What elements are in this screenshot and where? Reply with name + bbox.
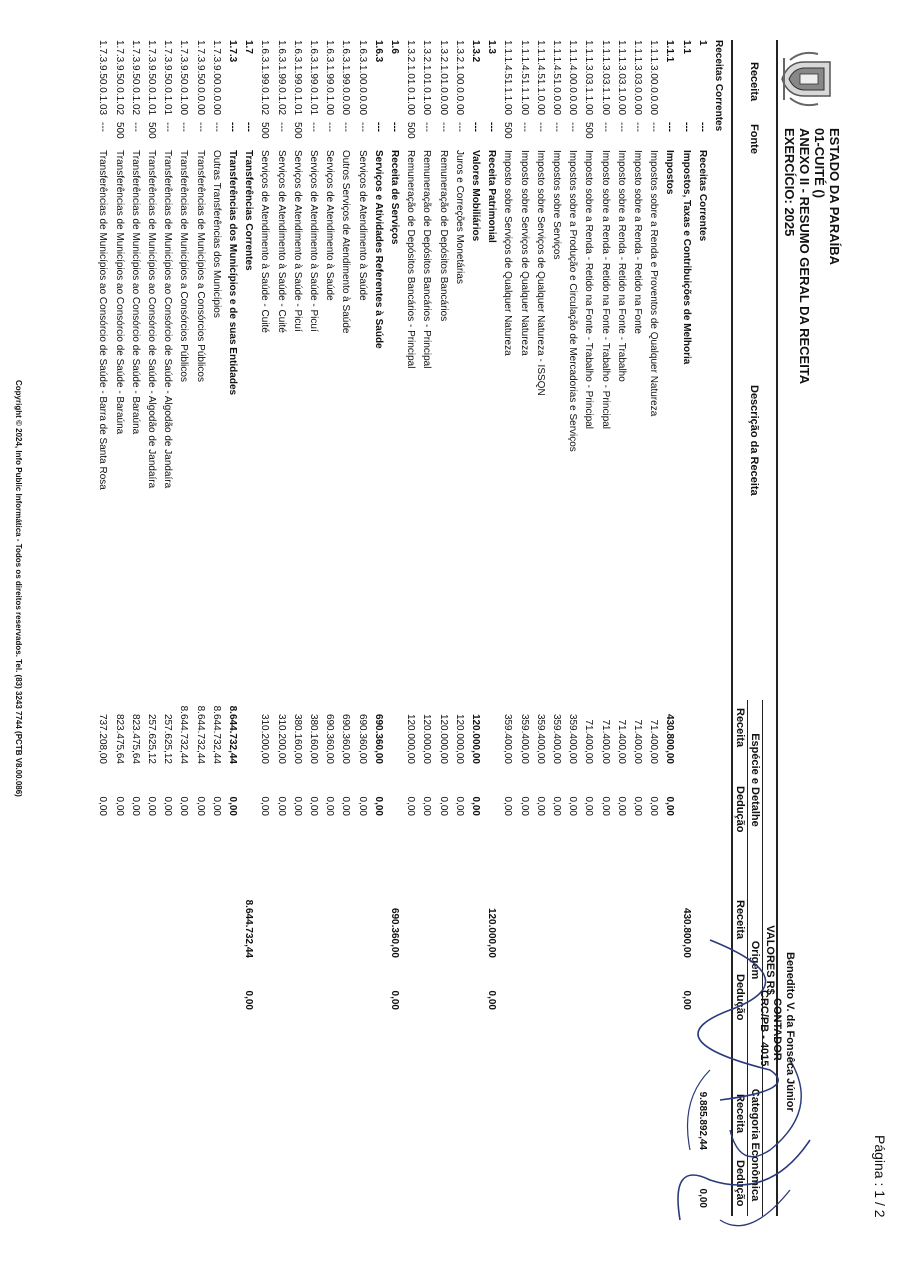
row-description: Transferências de Municípios ao Consórcio de Saúde - Baraúna: [129, 150, 141, 435]
row-especie-deducao: 0,00: [178, 796, 190, 816]
row-fonte: ---: [680, 122, 692, 132]
row-code: 1.1.1.3.03.1.0.00: [615, 40, 627, 116]
row-fonte: ---: [486, 122, 498, 132]
col-header-valores: VALORES R$: [764, 925, 776, 995]
stamp-crc: CRC/PB - 4015: [758, 990, 770, 1067]
row-description: Transferências de Municípios ao Consórcio de Saúde - Algodão de Jandaíra: [162, 150, 174, 489]
row-fonte: 500: [146, 122, 157, 139]
row-especie-receita: 8.644.732,44: [178, 705, 190, 764]
row-especie-receita: 380.160,00: [291, 713, 303, 764]
row-code: 1.7: [243, 40, 255, 54]
col-header-categoria-receita: Receita: [734, 1094, 746, 1134]
row-fonte: 500: [113, 122, 125, 139]
row-especie-deducao: 0,00: [518, 796, 530, 816]
row-code: 1.7.3.9.50.0.1.01: [146, 40, 157, 116]
row-fonte: ---: [615, 122, 627, 132]
row-code: 1.3.2.1.01.0.0.00: [437, 40, 449, 116]
row-fonte: ---: [551, 122, 562, 132]
row-description: Remuneração de Depósitos Bancários - Principal: [405, 150, 417, 369]
table-row: [532, 0, 546, 1240]
row-description: Outros Serviços de Atendimento à Saúde: [340, 150, 352, 334]
row-especie-receita: 310.200,00: [259, 713, 271, 764]
row-especie-deducao: 0,00: [308, 796, 319, 816]
row-code: 1.6.3: [372, 40, 384, 63]
row-code: 1.7.3: [227, 40, 238, 63]
row-fonte: ---: [275, 122, 287, 132]
col-header-especie-receita: Receita: [734, 708, 746, 748]
table-row: [127, 0, 141, 1240]
row-especie-receita: 8.644.732,44: [194, 705, 206, 764]
row-code: 1.6: [389, 40, 400, 54]
row-especie-deducao: 0,00: [340, 796, 352, 816]
row-code: 1.6.3.1.99.0.1.01: [291, 40, 303, 116]
row-description: Transferências de Municípios ao Consórcio de Saúde - Barra de Santa Rosa: [97, 150, 109, 490]
row-especie-receita: 690.360,00: [356, 713, 368, 764]
row-description: Impostos sobre a Produção e Circulação de Mercadorias e Serviços: [567, 150, 579, 452]
row-especie-receita: 71.400,00: [615, 719, 627, 764]
row-code: 1.6.3.1.99.0.1.02: [275, 40, 287, 116]
row-especie-receita: 359.400,00: [551, 713, 562, 764]
row-especie-deducao: 0,00: [437, 796, 449, 816]
row-especie-receita: 359.400,00: [567, 713, 579, 764]
row-code: 1.7.3.9.50.0.0.00: [194, 40, 206, 116]
table-row: [597, 0, 611, 1240]
row-fonte: 500: [583, 122, 595, 139]
row-especie-receita: 120.000,00: [405, 713, 417, 764]
table-row: [467, 0, 481, 1240]
row-code: 1.1.1.3.03.0.0.00: [632, 40, 643, 116]
row-code: 1.3.2.1.00.0.0.00: [453, 40, 465, 116]
table-row: [402, 0, 416, 1240]
col-header-especie: Espécie e Detalhe: [749, 733, 761, 827]
row-especie-deducao: 0,00: [275, 796, 287, 816]
table-row: [370, 0, 384, 1240]
row-description: Serviços de Atendimento à Saúde - Picuí: [308, 150, 319, 332]
row-especie-deducao: 0,00: [194, 796, 206, 816]
row-origem-receita: 690.360,00: [389, 907, 400, 958]
table-row: [629, 0, 643, 1240]
table-row: [273, 0, 287, 1240]
row-code: 1.6.3.1.99.0.1.02: [259, 40, 271, 116]
table-row: [548, 0, 562, 1240]
row-code: 1.1.1.3.03.1.1.00: [583, 40, 595, 116]
row-especie-receita: 120.000,00: [437, 713, 449, 764]
row-description: Remuneração de Depósitos Bancários: [437, 150, 449, 322]
row-categoria-receita: 9.885.892,44: [696, 1091, 708, 1150]
row-description: Impostos: [664, 150, 676, 195]
row-fonte: 500: [405, 122, 417, 139]
row-description: Impostos sobre Serviços: [551, 150, 562, 260]
row-code: 1.1.1.3.03.1.1.00: [599, 40, 611, 116]
row-fonte: ---: [567, 122, 579, 132]
row-fonte: ---: [648, 122, 660, 132]
row-especie-receita: 310.200,00: [275, 713, 287, 764]
row-fonte: ---: [356, 122, 368, 132]
row-code: 1.1.1.4.51.1.1.00: [518, 40, 530, 116]
row-especie-receita: 359.400,00: [518, 713, 530, 764]
row-code: 1.6.3.1.99.0.1.00: [324, 40, 336, 116]
row-especie-deducao: 0,00: [291, 796, 303, 816]
table-row: [613, 0, 627, 1240]
row-fonte: ---: [210, 122, 222, 132]
col-header-categoria-deducao: Dedução: [734, 1160, 746, 1207]
table-row: [564, 0, 578, 1240]
table-row: [435, 0, 449, 1240]
table-row: [645, 0, 659, 1240]
row-especie-deducao: 0,00: [534, 796, 546, 816]
row-code: 1.3: [486, 40, 498, 54]
row-especie-deducao: 0,00: [146, 796, 157, 816]
table-row: [418, 0, 432, 1240]
row-especie-deducao: 0,00: [648, 796, 660, 816]
table-row: [208, 0, 222, 1240]
report-title: ANEXO II - RESUMO GERAL DA RECEITA: [797, 128, 812, 385]
col-header-origem-receita: Receita: [734, 900, 746, 940]
row-especie-receita: 823.475,64: [129, 713, 141, 764]
row-description: Imposto sobre a Renda - Retido na Fonte: [632, 150, 643, 334]
row-especie-deducao: 0,00: [453, 796, 465, 816]
state-title: ESTADO DA PARAÍBA: [827, 128, 842, 265]
coat-of-arms-icon: [778, 48, 838, 110]
table-row: [94, 0, 108, 1240]
row-description: Imposto sobre a Renda - Retido na Fonte - Trabalho - Principal: [599, 150, 611, 430]
row-fonte: ---: [664, 122, 676, 132]
table-row: [451, 0, 465, 1240]
row-especie-receita: 359.400,00: [502, 713, 514, 764]
row-description: Transferências de Municípios a Consórcios Públicos: [178, 150, 190, 382]
row-description: Imposto sobre Serviços de Qualquer Natureza: [518, 150, 530, 356]
row-especie-deducao: 0,00: [664, 796, 676, 816]
row-especie-deducao: 0,00: [227, 796, 238, 816]
row-description: Imposto sobre Serviços de Qualquer Natureza - ISSQN: [534, 150, 546, 396]
row-code: 1.1.1.3.00.0.0.00: [648, 40, 660, 116]
row-description: Serviços de Atendimento à Saúde - Cuité: [259, 150, 271, 333]
row-especie-deducao: 0,00: [113, 796, 125, 816]
table-row: [159, 0, 173, 1240]
row-fonte: ---: [470, 122, 481, 132]
row-description: Transferências Correntes: [243, 150, 255, 271]
row-code: 1.7.3.9.50.0.1.00: [178, 40, 190, 116]
row-fonte: 500: [291, 122, 303, 139]
row-code: 1.1: [680, 40, 692, 54]
row-especie-deducao: 0,00: [372, 796, 384, 816]
row-fonte: ---: [421, 122, 433, 132]
table-row: [111, 0, 125, 1240]
signature-scribble: [660, 920, 830, 1260]
row-code: 1.1.1.4.51.1.0.00: [534, 40, 546, 116]
row-especie-deducao: 0,00: [324, 796, 336, 816]
table-row: [305, 0, 319, 1240]
row-origem-deducao: 0,00: [680, 990, 692, 1010]
col-header-descricao: Descrição da Receita: [748, 385, 760, 496]
row-description: Transferências de Municípios a Consórcios Públicos: [194, 150, 206, 382]
row-fonte: 500: [259, 122, 271, 139]
row-especie-receita: 71.400,00: [583, 719, 595, 764]
row-description: Serviços de Atendimento à Saúde: [356, 150, 368, 301]
table-row: [337, 0, 351, 1240]
row-code: 1.6.3.1.99.0.1.01: [308, 40, 319, 116]
row-fonte: ---: [340, 122, 352, 132]
row-code: 1.7.3.9.50.0.1.01: [162, 40, 174, 116]
row-especie-receita: 8.644.732,44: [227, 705, 238, 764]
row-especie-receita: 690.360,00: [340, 713, 352, 764]
row-fonte: ---: [324, 122, 336, 132]
row-code: 1: [696, 40, 708, 46]
row-description: Imposto sobre a Renda - Retido na Fonte - Trabalho: [615, 150, 627, 382]
table-row: [143, 0, 157, 1240]
row-especie-deducao: 0,00: [502, 796, 514, 816]
row-description: Remuneração de Depósitos Bancários - Principal: [421, 150, 433, 369]
row-fonte: ---: [178, 122, 190, 132]
row-especie-receita: 71.400,00: [632, 719, 643, 764]
row-especie-receita: 430.800,00: [664, 713, 676, 764]
table-row: [386, 0, 400, 1240]
row-origem-deducao: 0,00: [389, 990, 400, 1010]
row-description: Serviços de Atendimento à Saúde - Picuí: [291, 150, 303, 332]
row-fonte: ---: [243, 122, 255, 132]
row-origem-deducao: 0,00: [243, 990, 255, 1010]
row-fonte: ---: [437, 122, 449, 132]
row-origem-receita: 120.000,00: [486, 907, 498, 958]
row-description: Receita de Serviços: [389, 150, 400, 245]
table-row: [580, 0, 594, 1240]
row-especie-deducao: 0,00: [210, 796, 222, 816]
table-row: [224, 0, 238, 1240]
row-fonte: ---: [696, 122, 708, 132]
row-code: 1.7.3.9.50.0.1.03: [97, 40, 109, 116]
col-header-receita: Receita: [748, 62, 760, 102]
footer-copyright: Copyright © 2024, Info Public Informática - Todos os direitos reservados. Tel. (83) 3243 7744 (PCTB V8.00.086): [14, 380, 23, 797]
row-especie-receita: 71.400,00: [648, 719, 660, 764]
row-fonte: ---: [518, 122, 530, 132]
row-fonte: ---: [227, 122, 238, 132]
row-description: Juros e Correções Monetárias: [453, 150, 465, 284]
row-code: 1.7.3.9.00.0.0.00: [210, 40, 222, 116]
row-description: Impostos sobre a Renda e Proventos de Qualquer Natureza: [648, 150, 660, 417]
row-description: Serviços e Atividades Referentes à Saúde: [372, 150, 384, 349]
table-row: [175, 0, 189, 1240]
table-row: [240, 0, 254, 1240]
row-description: Receita Patrimonial: [486, 150, 498, 243]
row-code: 1.3.2.1.01.0.1.00: [405, 40, 417, 116]
row-code: 1.6.3.1.00.0.0.00: [356, 40, 368, 116]
row-code: 1.1.1.4.51.1.1.00: [502, 40, 514, 116]
row-fonte: ---: [194, 122, 206, 132]
col-header-especie-deducao: Dedução: [734, 786, 746, 833]
row-code: 1.6.3.1.99.0.0.00: [340, 40, 352, 116]
table-row: [483, 0, 497, 1240]
row-especie-receita: 380.160,00: [308, 713, 319, 764]
stamp-role: CONTADOR: [771, 998, 783, 1061]
row-fonte: ---: [162, 122, 174, 132]
row-fonte: ---: [308, 122, 319, 132]
row-especie-receita: 120.000,00: [470, 713, 481, 764]
table-row: [192, 0, 206, 1240]
col-header-origem: Origem: [749, 940, 761, 980]
row-code: 1.7.3.9.50.0.1.02: [129, 40, 141, 116]
row-code: Receitas Correntes: [713, 40, 724, 132]
row-especie-receita: 120.000,00: [453, 713, 465, 764]
row-especie-deducao: 0,00: [599, 796, 611, 816]
row-especie-deducao: 0,00: [470, 796, 481, 816]
row-fonte: 500: [502, 122, 514, 139]
row-description: Impostos, Taxas e Contribuições de Melhoria: [680, 150, 692, 365]
row-fonte: ---: [389, 122, 400, 132]
row-especie-deducao: 0,00: [632, 796, 643, 816]
row-especie-receita: 71.400,00: [599, 719, 611, 764]
row-especie-deducao: 0,00: [97, 796, 109, 816]
row-description: Serviços de Atendimento à Saúde - Cuité: [275, 150, 287, 333]
row-especie-deducao: 0,00: [129, 796, 141, 816]
row-especie-deducao: 0,00: [356, 796, 368, 816]
row-code: 1.3.2.1.01.0.1.00: [421, 40, 433, 116]
row-fonte: ---: [534, 122, 546, 132]
row-code: 1.1.1.4.51.0.0.00: [551, 40, 562, 116]
exercise-year: EXERCÍCIO: 2025: [782, 128, 797, 237]
row-fonte: ---: [97, 122, 109, 132]
row-description: Imposto sobre Serviços de Qualquer Natureza: [502, 150, 514, 356]
table-row: [289, 0, 303, 1240]
row-especie-receita: 120.000,00: [421, 713, 433, 764]
row-origem-receita: 8.644.732,44: [243, 899, 255, 958]
row-especie-receita: 690.360,00: [372, 713, 384, 764]
row-origem-deducao: 0,00: [486, 990, 498, 1010]
row-fonte: ---: [453, 122, 465, 132]
row-description: Transferências dos Municípios e de suas Entidades: [227, 150, 238, 396]
row-code: 1.3.2: [470, 40, 481, 63]
row-especie-deducao: 0,00: [421, 796, 433, 816]
row-especie-deducao: 0,00: [405, 796, 417, 816]
row-especie-deducao: 0,00: [259, 796, 271, 816]
table-row: [499, 0, 513, 1240]
row-especie-receita: 737.208,00: [97, 713, 109, 764]
row-especie-deducao: 0,00: [551, 796, 562, 816]
entity-title: 01-CUITÉ (): [812, 128, 827, 199]
row-especie-deducao: 0,00: [615, 796, 627, 816]
row-description: Transferências de Municípios ao Consórcio de Saúde - Algodão de Jandaíra: [146, 150, 157, 489]
row-especie-deducao: 0,00: [162, 796, 174, 816]
row-fonte: ---: [632, 122, 643, 132]
row-description: Imposto sobre a Renda - Retido na Fonte - Trabalho - Principal: [583, 150, 595, 430]
row-code: 1.1.1: [664, 40, 676, 63]
table-row: [256, 0, 270, 1240]
row-description: Transferências de Municípios ao Consórcio de Saúde - Baraúna: [113, 150, 125, 435]
row-code: 1.1.1.4.00.0.0.00: [567, 40, 579, 116]
page-number: Página : 1 / 2: [872, 1135, 888, 1218]
row-especie-receita: 690.360,00: [324, 713, 336, 764]
row-fonte: ---: [599, 122, 611, 132]
col-header-fonte: Fonte: [748, 124, 760, 154]
row-categoria-deducao: 0,00: [696, 1188, 708, 1208]
row-description: Outras Transferências dos Municípios: [210, 150, 222, 318]
row-especie-receita: 257.625,12: [162, 713, 174, 764]
row-description: Serviços de Atendimento à Saúde: [324, 150, 336, 301]
row-description: Valores Mobiliários: [470, 150, 481, 242]
row-especie-receita: 8.644.732,44: [210, 705, 222, 764]
table-row: [354, 0, 368, 1240]
row-fonte: ---: [372, 122, 384, 132]
row-especie-deducao: 0,00: [567, 796, 579, 816]
row-fonte: ---: [129, 122, 141, 132]
row-especie-receita: 257.625,12: [146, 713, 157, 764]
row-especie-receita: 823.475,64: [113, 713, 125, 764]
col-header-categoria: Categoria Econômica: [749, 1088, 761, 1202]
row-code: 1.7.3.9.50.0.1.02: [113, 40, 125, 116]
col-header-origem-deducao: Dedução: [734, 974, 746, 1021]
row-description: Receitas Correntes: [696, 150, 708, 242]
row-especie-receita: 359.400,00: [534, 713, 546, 764]
row-origem-receita: 430.800,00: [680, 907, 692, 958]
table-row: [516, 0, 530, 1240]
row-especie-deducao: 0,00: [583, 796, 595, 816]
table-row: [321, 0, 335, 1240]
stamp-name: Benedito V. da Fonsêca Júnior: [784, 952, 796, 1112]
